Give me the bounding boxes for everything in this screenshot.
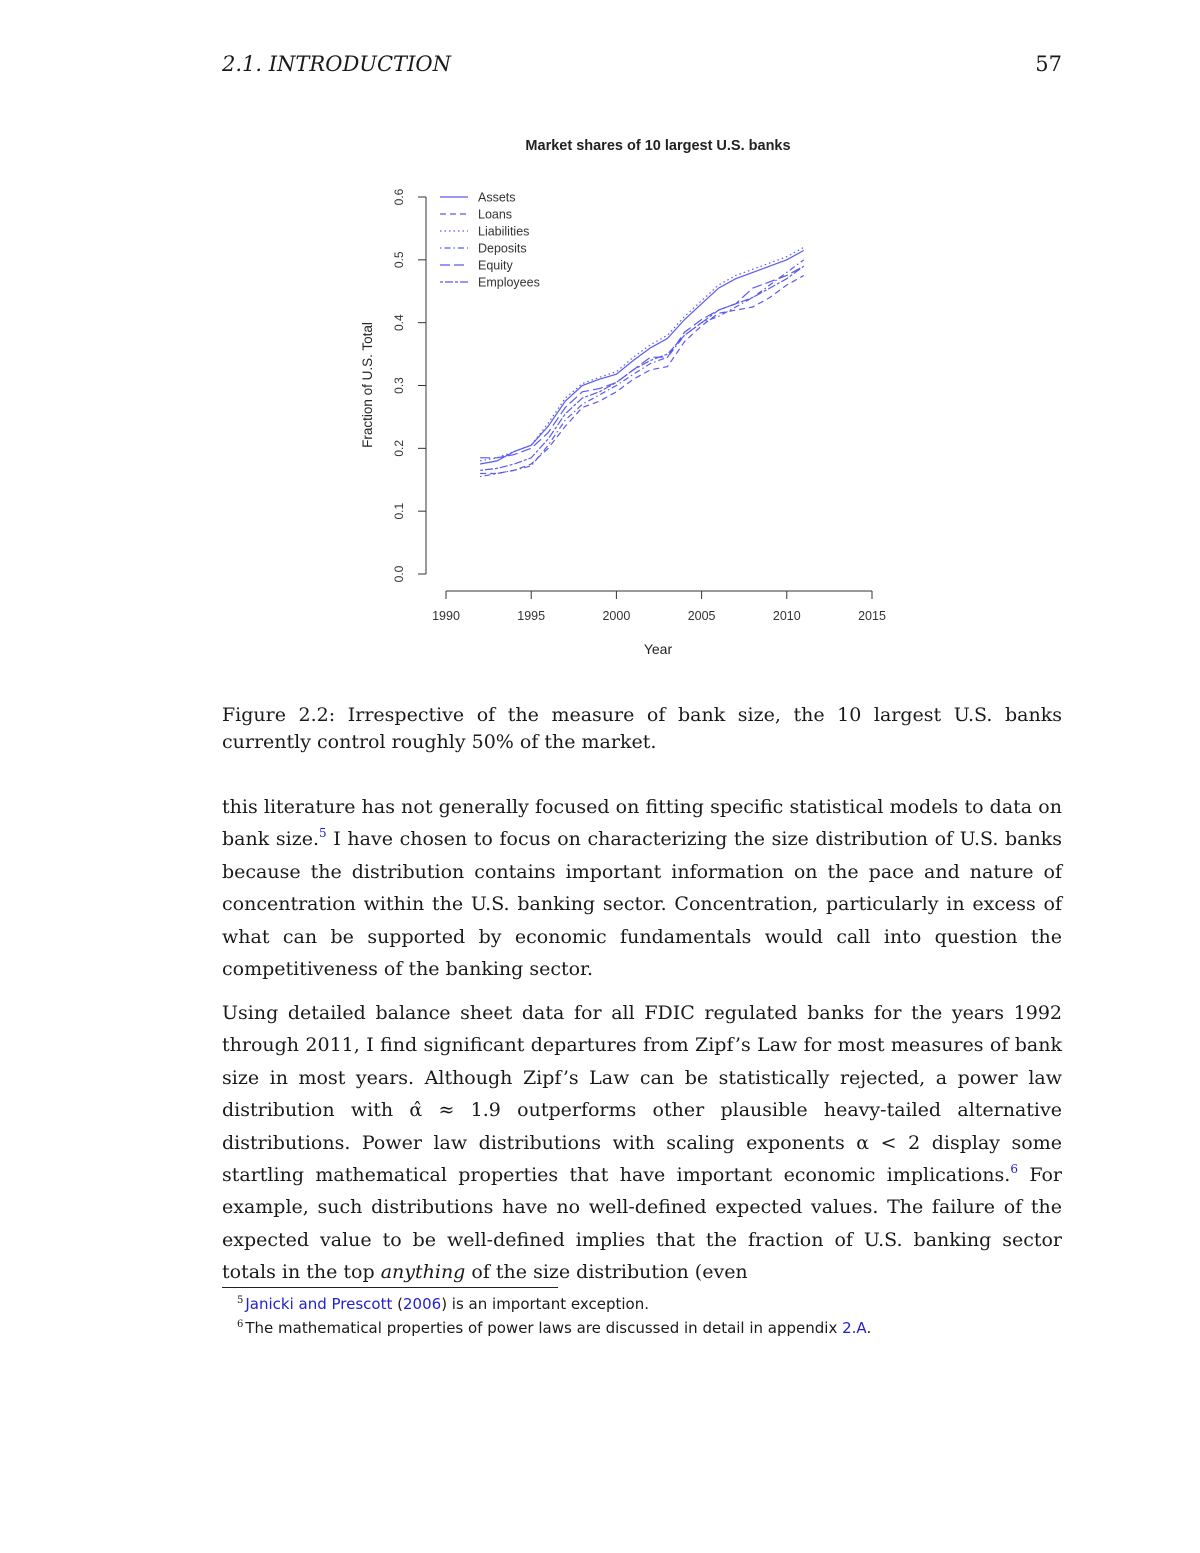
footnote-mark: 6	[237, 1319, 244, 1330]
legend-label-employees: Employees	[478, 275, 540, 290]
footnote-text: The mathematical properties of power laws are discussed in detail in appendix	[245, 1319, 843, 1337]
x-tick-label: 2015	[858, 609, 886, 623]
x-axis-label: Year	[643, 641, 673, 657]
page-number: 57	[1035, 52, 1062, 76]
footnote-ref-6[interactable]: 6	[1010, 1162, 1018, 1177]
paragraph-2-text-c: of the size distribution (even	[465, 1261, 748, 1284]
footnote-text: .	[866, 1319, 872, 1337]
chart-axes	[392, 188, 886, 623]
market-share-chart	[350, 130, 910, 670]
footnote-5	[237, 1294, 649, 1314]
footnote-6	[237, 1318, 872, 1338]
footnote-rule	[222, 1287, 558, 1288]
x-tick-label: 2005	[687, 609, 716, 623]
x-tick-label: 2010	[772, 609, 801, 623]
paragraph-1	[222, 791, 1062, 985]
legend-label-assets: Assets	[478, 190, 516, 205]
series-line-loans	[480, 276, 804, 474]
legend-label-equity: Equity	[478, 258, 513, 273]
chart-title: Market shares of 10 largest U.S. banks	[525, 138, 791, 154]
figure-2-2	[350, 130, 910, 670]
paragraph-1-text-b: I have chosen to focus on characterizing the size distribution of U.S. banks because the distribution contains important information on the pace and nature of concentration within the U.S. banking sector. Concentration, particularly in excess of what can be supported by economic fundamentals would call into question the competitiveness of the banking sector.	[222, 828, 1062, 981]
section-title: 2.1. INTRODUCTION	[222, 52, 451, 76]
paragraph-2-text-b: For example, such distributions have no well-defined expected values. The failure of the expected value to be well-defined implies that the fraction of U.S. banking sector totals in the top	[222, 1164, 1062, 1284]
citation-link-year[interactable]: 2006	[403, 1295, 442, 1313]
footnote-mark: 5	[237, 1295, 244, 1306]
footnote-text: (	[392, 1295, 403, 1313]
running-head	[222, 52, 1062, 78]
legend-label-loans: Loans	[478, 207, 513, 222]
legend-label-liabilities: Liabilities	[478, 224, 530, 239]
y-tick-label: 0.5	[392, 251, 406, 269]
footnote-text: ) is an important exception.	[441, 1295, 649, 1313]
legend-label-deposits: Deposits	[478, 241, 527, 256]
paragraph-2-text-a: Using detailed balance sheet data for all FDIC regulated banks for the years 1992 through 2011, I find significant departures from Zipf’s Law for most measures of bank size in most years. Although Zipf’s Law can be statistically rejected, a power law distribution with α̂ ≈ 1.9 outperforms other plausible heavy-tailed alternative distributions. Power law distributions with scaling exponents α < 2 display some startling mathematical properties that have important economic implications.	[222, 1002, 1062, 1187]
y-tick-label: 0.1	[392, 502, 406, 520]
paragraph-1-text-a: this literature has not generally focused on fitting specific statistical models to data on bank size.	[222, 796, 1062, 851]
series-line-equity	[480, 266, 804, 458]
y-tick-label: 0.6	[392, 188, 406, 206]
x-tick-label: 2000	[602, 609, 631, 623]
x-tick-label: 1990	[432, 609, 460, 623]
y-tick-label: 0.3	[392, 377, 406, 394]
citation-link-janicki-prescott[interactable]: Janicki and Prescott	[245, 1295, 393, 1313]
footnote-ref-5[interactable]: 5	[319, 826, 327, 841]
appendix-link[interactable]: 2.A	[842, 1319, 867, 1337]
x-tick-label: 1995	[517, 609, 546, 623]
series-line-deposits	[480, 260, 804, 477]
series-line-employees	[480, 266, 804, 470]
emphasis-anything: anything	[380, 1261, 466, 1284]
y-axis-label: Fraction of U.S. Total	[360, 322, 375, 448]
y-tick-label: 0.4	[392, 314, 406, 332]
y-tick-label: 0.2	[392, 439, 406, 457]
chart-legend	[440, 191, 540, 290]
y-tick-label: 0.0	[392, 565, 406, 583]
paragraph-2	[222, 997, 1062, 1289]
figure-caption: Figure 2.2: Irrespective of the measure of bank size, the 10 largest U.S. banks currently control roughly 50% of the market.	[222, 704, 1062, 753]
